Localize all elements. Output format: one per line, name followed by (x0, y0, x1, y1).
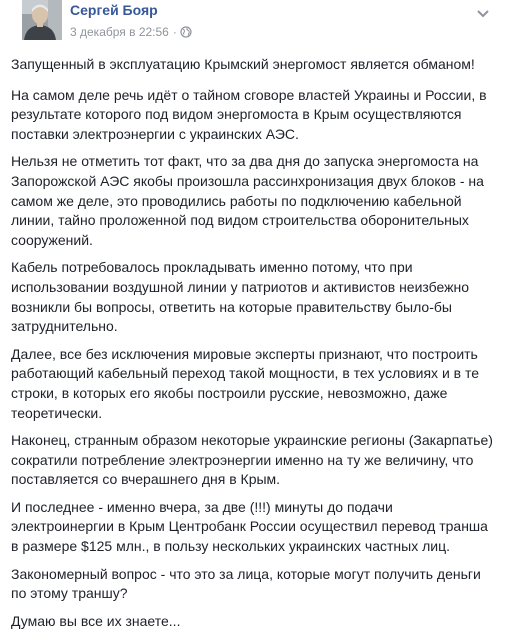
post-meta (70, 24, 192, 40)
post-paragraph: Закономерный вопрос - что это за лица, которые могут получить деньги по этому траншу? (11, 565, 481, 602)
post-paragraph: Кабель потребовалось прокладывать именно потому, что при использовании воздушной линии у патриотов и активистов неизбежно возникли бы вопросы, ответить на которые правительству было-бы затруднительно. (11, 259, 470, 335)
meta-separator: · (172, 25, 177, 39)
post-paragraph: Далее, все без исключения мировые эксперты признают, что построить работающий кабельный переход такой мощности, в тех условиях и в те строки, в которых его якобы построили русские, невозможно, даже теоретически. (11, 345, 480, 421)
post-paragraph: Нельзя не отметить тот факт, что за два дня до запуска энергомоста на Запорожской АЭС якобы произошла рассинхронизация двух блоков - на самом же деле, это проводились работы по подключению кабельной линии, тайно проложенной под видом строительства оборонительных сооружений. (11, 153, 484, 248)
post-paragraph: На самом деле речь идёт о тайном сговоре властей Украины и России, в результате которого под видом энергомоста в Крым осуществляются поставки электроэнергии с украинских АЭС. (11, 86, 487, 142)
post-body (11, 55, 497, 639)
post-paragraph: Думаю вы все их знаете... (11, 612, 181, 629)
post-paragraph: И последнее - именно вчера, за две (!!!) минуты до подачи электроинергии в Крым Центробанк России осуществил перевод транша в размере $125 млн., в пользу нескольких украинских частных лиц. (11, 498, 488, 555)
author-name-link[interactable]: Сергей Бояр (70, 2, 158, 18)
post-timestamp[interactable]: 3 декабря в 22:56 (70, 25, 169, 39)
post-paragraph: Запущенный в эксплуатацию Крымский энергомост является обманом! (11, 56, 475, 72)
avatar[interactable] (22, 0, 62, 40)
post-paragraph: Наконец, странным образом некоторые украинские регионы (Закарпатье) сократили потребление электроэнергии именно на ту же величину, что поставляется со вчерашнего дня в Крым. (11, 432, 493, 488)
post-header (11, 0, 494, 50)
chevron-down-icon[interactable] (476, 6, 490, 16)
globe-icon[interactable] (180, 26, 192, 38)
